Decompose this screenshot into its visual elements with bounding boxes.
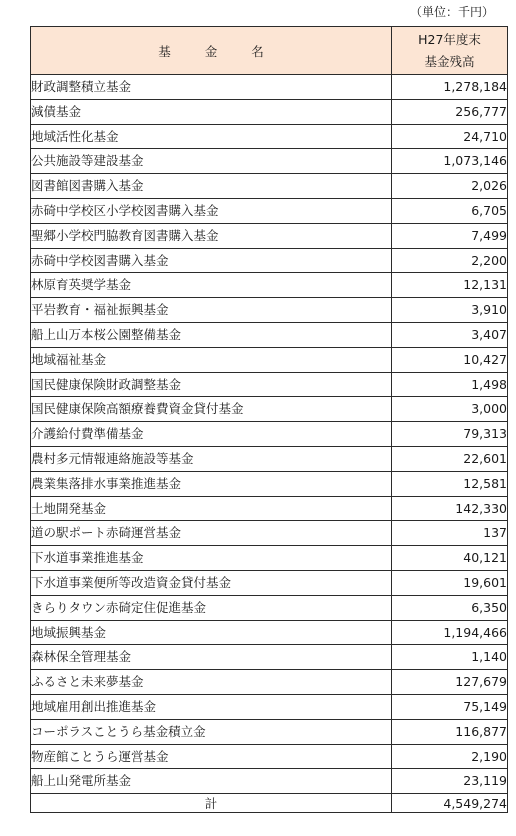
balance-header-line1: H27年度末 [418, 31, 481, 47]
table-row [31, 521, 508, 546]
fund-balance-cell: 24,710 [392, 124, 508, 149]
fund-balance-cell: 137 [392, 521, 508, 546]
total-label: 計 [31, 794, 392, 813]
fund-name-cell: 森林保全管理基金 [31, 645, 392, 670]
fund-name-cell: 物産館ことうら運営基金 [31, 744, 392, 769]
table-row [31, 670, 508, 695]
fund-balance-cell: 79,313 [392, 422, 508, 447]
balance-header-line2: 基金残高 [424, 53, 475, 69]
table-header-row [31, 27, 508, 75]
fund-balance-cell: 1,278,184 [392, 75, 508, 100]
fund-balance-cell: 3,000 [392, 397, 508, 422]
table-row [31, 471, 508, 496]
table-row [31, 645, 508, 670]
fund-balance-cell: 6,705 [392, 198, 508, 223]
fund-name-cell: 国民健康保険高額療養費資金貸付基金 [31, 397, 392, 422]
fund-name-cell: きらりタウン赤碕定住促進基金 [31, 595, 392, 620]
fund-balance-cell: 2,026 [392, 174, 508, 199]
table-row [31, 620, 508, 645]
fund-table-body [31, 75, 508, 794]
unit-note: （単位：千円） [409, 5, 494, 19]
table-row [31, 198, 508, 223]
fund-balance-cell: 3,910 [392, 298, 508, 323]
fund-name-cell: 公共施設等建設基金 [31, 149, 392, 174]
balance-column-header [392, 27, 508, 75]
table-row [31, 174, 508, 199]
fund-name-cell: 財政調整積立基金 [31, 75, 392, 100]
fund-name-cell: 地域振興基金 [31, 620, 392, 645]
table-row [31, 99, 508, 124]
fund-balance-cell: 6,350 [392, 595, 508, 620]
fund-balance-cell: 1,073,146 [392, 149, 508, 174]
table-row [31, 595, 508, 620]
table-row [31, 496, 508, 521]
fund-balance-cell: 1,498 [392, 372, 508, 397]
table-row [31, 769, 508, 794]
fund-name-cell: 農業集落排水事業推進基金 [31, 471, 392, 496]
fund-name-cell: 地域福祉基金 [31, 347, 392, 372]
fund-balance-cell: 12,581 [392, 471, 508, 496]
fund-balance-cell: 142,330 [392, 496, 508, 521]
table-row [31, 124, 508, 149]
fund-balance-cell: 40,121 [392, 546, 508, 571]
table-row [31, 347, 508, 372]
fund-name-cell: 下水道事業推進基金 [31, 546, 392, 571]
fund-balance-cell: 116,877 [392, 719, 508, 744]
table-row [31, 248, 508, 273]
fund-name-cell: 聖郷小学校門脇教育図書購入基金 [31, 223, 392, 248]
fund-balance-cell: 10,427 [392, 347, 508, 372]
table-row [31, 694, 508, 719]
table-row [31, 744, 508, 769]
fund-name-cell: コーポラスことうら基金積立金 [31, 719, 392, 744]
fund-name-column-header [31, 27, 392, 75]
fund-name-cell: 減債基金 [31, 99, 392, 124]
total-row [31, 794, 508, 813]
table-row [31, 446, 508, 471]
table-row [31, 273, 508, 298]
table-row [31, 75, 508, 100]
fund-name-cell: 下水道事業便所等改造資金貸付基金 [31, 570, 392, 595]
table-row [31, 570, 508, 595]
fund-name-cell: 船上山万本桜公園整備基金 [31, 322, 392, 347]
table-row [31, 422, 508, 447]
fund-name-cell: 農村多元情報連絡施設等基金 [31, 446, 392, 471]
fund-balance-cell: 1,194,466 [392, 620, 508, 645]
table-row [31, 149, 508, 174]
fund-name-cell: 地域活性化基金 [31, 124, 392, 149]
fund-balance-cell: 22,601 [392, 446, 508, 471]
fund-balance-cell: 3,407 [392, 322, 508, 347]
fund-name-cell: 道の駅ポート赤碕運営基金 [31, 521, 392, 546]
fund-balance-cell: 2,190 [392, 744, 508, 769]
total-value: 4,549,274 [392, 794, 508, 813]
fund-name-cell: 介護給付費準備基金 [31, 422, 392, 447]
table-row [31, 298, 508, 323]
table-row [31, 397, 508, 422]
fund-name-cell: 林原育英奨学基金 [31, 273, 392, 298]
fund-balance-cell: 7,499 [392, 223, 508, 248]
fund-name-cell: 国民健康保険財政調整基金 [31, 372, 392, 397]
fund-balance-cell: 23,119 [392, 769, 508, 794]
fund-balance-cell: 75,149 [392, 694, 508, 719]
fund-balance-cell: 256,777 [392, 99, 508, 124]
fund-name-cell: 赤碕中学校図書購入基金 [31, 248, 392, 273]
fund-balance-cell: 2,200 [392, 248, 508, 273]
fund-balance-cell: 19,601 [392, 570, 508, 595]
fund-balance-cell: 127,679 [392, 670, 508, 695]
fund-name-cell: 平岩教育・福祉振興基金 [31, 298, 392, 323]
table-row [31, 719, 508, 744]
fund-balance-table [30, 26, 508, 813]
fund-name-header-label: 基金名 [158, 43, 298, 59]
fund-balance-cell: 1,140 [392, 645, 508, 670]
fund-name-cell: ふるさと未来夢基金 [31, 670, 392, 695]
fund-name-cell: 赤碕中学校区小学校図書購入基金 [31, 198, 392, 223]
table-row [31, 372, 508, 397]
fund-balance-cell: 12,131 [392, 273, 508, 298]
table-row [31, 223, 508, 248]
fund-name-cell: 地域雇用創出推進基金 [31, 694, 392, 719]
fund-name-cell: 土地開発基金 [31, 496, 392, 521]
fund-name-cell: 船上山発電所基金 [31, 769, 392, 794]
fund-name-cell: 図書館図書購入基金 [31, 174, 392, 199]
table-row [31, 322, 508, 347]
table-row [31, 546, 508, 571]
